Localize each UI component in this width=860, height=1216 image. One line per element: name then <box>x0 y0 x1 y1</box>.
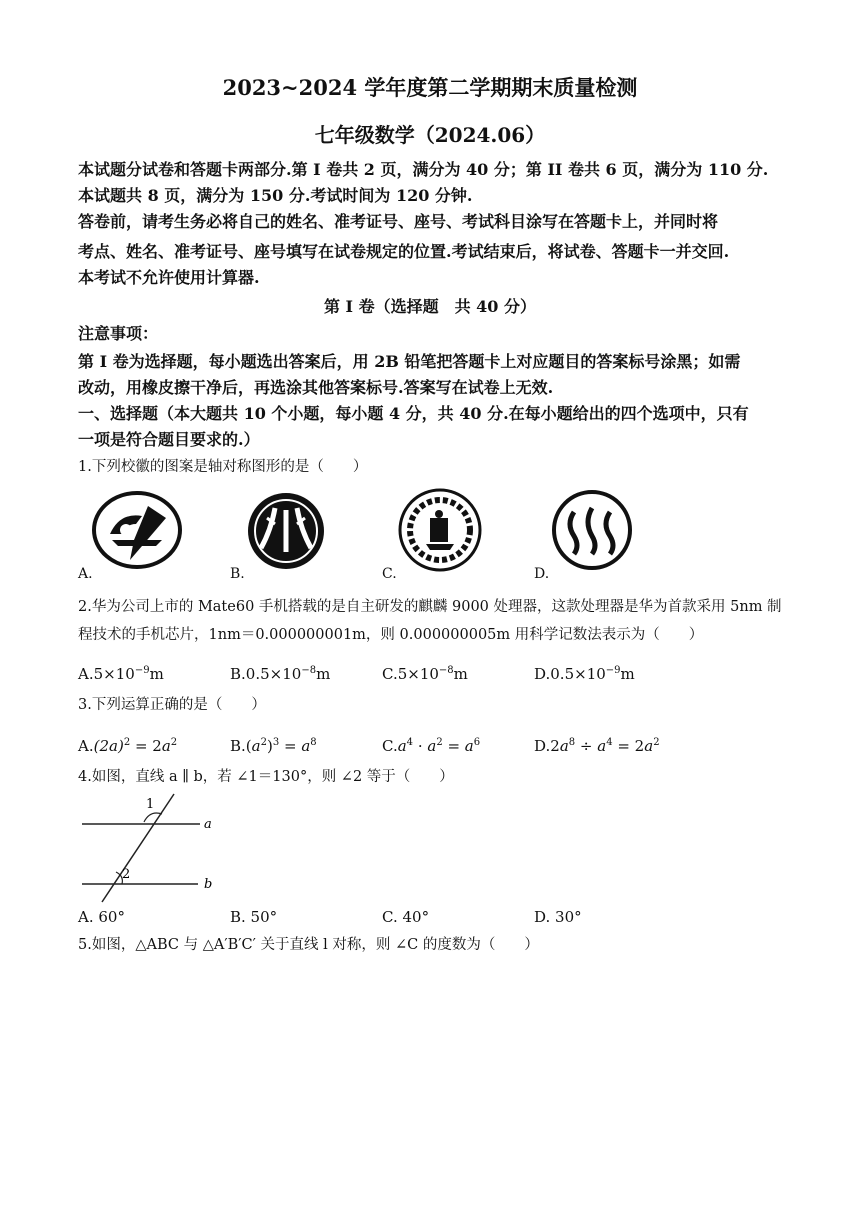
question-4-option-d: D. 30° <box>534 908 582 926</box>
intro-line-3: 答卷前，请考生务必将自己的姓名、准考证号、座号、考试科目涂写在答题卡上，并同时将 <box>78 212 719 231</box>
parallel-lines-figure <box>78 792 228 904</box>
emblem-c-icon <box>398 488 482 572</box>
intro-line-1: 本试题分试卷和答题卡两部分.第 I 卷共 2 页，满分为 40 分；第 II 卷共 6 页，满分为 110 分. <box>78 160 769 179</box>
question-4-option-b: B. 50° <box>230 908 278 926</box>
question-3-option-b: $B.(a^2)^3 = a^8$ <box>230 737 317 755</box>
question-2-option-c: $C.5\times 10^{-8}m$ <box>382 665 468 683</box>
part-line-2: 一项是符合题目要求的.） <box>78 430 260 449</box>
part-line-1: 一、选择题（本大题共 10 个小题，每小题 4 分，共 40 分.在每小题给出的四个选项中，只有 <box>78 404 749 423</box>
intro-line-4: 考点、姓名、准考证号、座号填写在试卷规定的位置.考试结束后，将试卷、答题卡一并交回. <box>78 242 730 261</box>
question-3-option-a: $A.(2a)^2 = 2a^2$ <box>78 737 178 755</box>
emblem-d-icon <box>550 488 634 572</box>
section-heading: 第 I 卷（选择题 共 40 分） <box>323 297 537 316</box>
question-1-option-c: C. <box>382 566 397 582</box>
notice-line-2: 改动，用橡皮擦干净后，再选涂其他答案标号.答案写在试卷上无效. <box>78 378 554 397</box>
exam-title: 2023~2024 学年度第二学期期末质量检测 <box>222 75 638 100</box>
question-3-text: 3.下列运算正确的是（ ） <box>78 697 266 713</box>
emblem-b-icon <box>245 490 327 572</box>
question-5-text: 5.如图，△ABC 与 △A′B′C′ 关于直线 l 对称，则 ∠C 的度数为（ ） <box>78 937 539 953</box>
question-3-option-c: $C.a^4 \cdot a^2 = a^6$ <box>382 737 481 755</box>
question-1-option-a: A. <box>78 566 93 582</box>
question-2-line-1: 2.华为公司上市的 Mate60 手机搭载的是自主研发的麒麟 9000 处理器，这款处理器是华为首款采用 5nm 制 <box>78 599 782 615</box>
question-4-option-a: A. 60° <box>78 908 125 926</box>
exam-subtitle: 七年级数学（2024.06） <box>314 123 546 147</box>
question-1-option-d: D. <box>534 566 550 582</box>
emblem-a-icon <box>90 490 184 570</box>
question-1-text: 1.下列校徽的图案是轴对称图形的是（ ） <box>78 459 368 475</box>
notice-title: 注意事项： <box>78 324 159 343</box>
question-3-option-d: $D.2a^8 \div a^4 = 2a^2$ <box>534 737 660 755</box>
angle-1-label: 1 <box>146 797 155 812</box>
question-2-option-b: $B.0.5\times 10^{-8}m$ <box>230 665 331 683</box>
question-2-option-a: $A.5\times 10^{-9}m$ <box>78 665 164 683</box>
question-2-option-d: $D.0.5\times 10^{-9}m$ <box>534 665 635 683</box>
question-2-line-2: 程技术的手机芯片，1nm＝0.000000001m，则 0.000000005m 用科学记数法表示为（ ） <box>78 627 704 643</box>
intro-line-2: 本试题共 8 页，满分为 150 分.考试时间为 120 分钟. <box>78 186 473 205</box>
line-b-label: b <box>204 877 213 892</box>
intro-line-5: 本考试不允许使用计算器. <box>78 268 260 287</box>
question-4-option-c: C. 40° <box>382 908 430 926</box>
notice-line-1: 第 I 卷为选择题，每小题选出答案后，用 2B 铅笔把答题卡上对应题目的答案标号涂黑；如需 <box>78 352 741 371</box>
line-a-label: a <box>204 817 212 832</box>
question-4-text: 4.如图，直线 a ∥ b，若 ∠1＝130°，则 ∠2 等于（ ） <box>78 769 454 785</box>
angle-2-label: 2 <box>122 867 131 882</box>
question-1-option-b: B. <box>230 566 245 582</box>
